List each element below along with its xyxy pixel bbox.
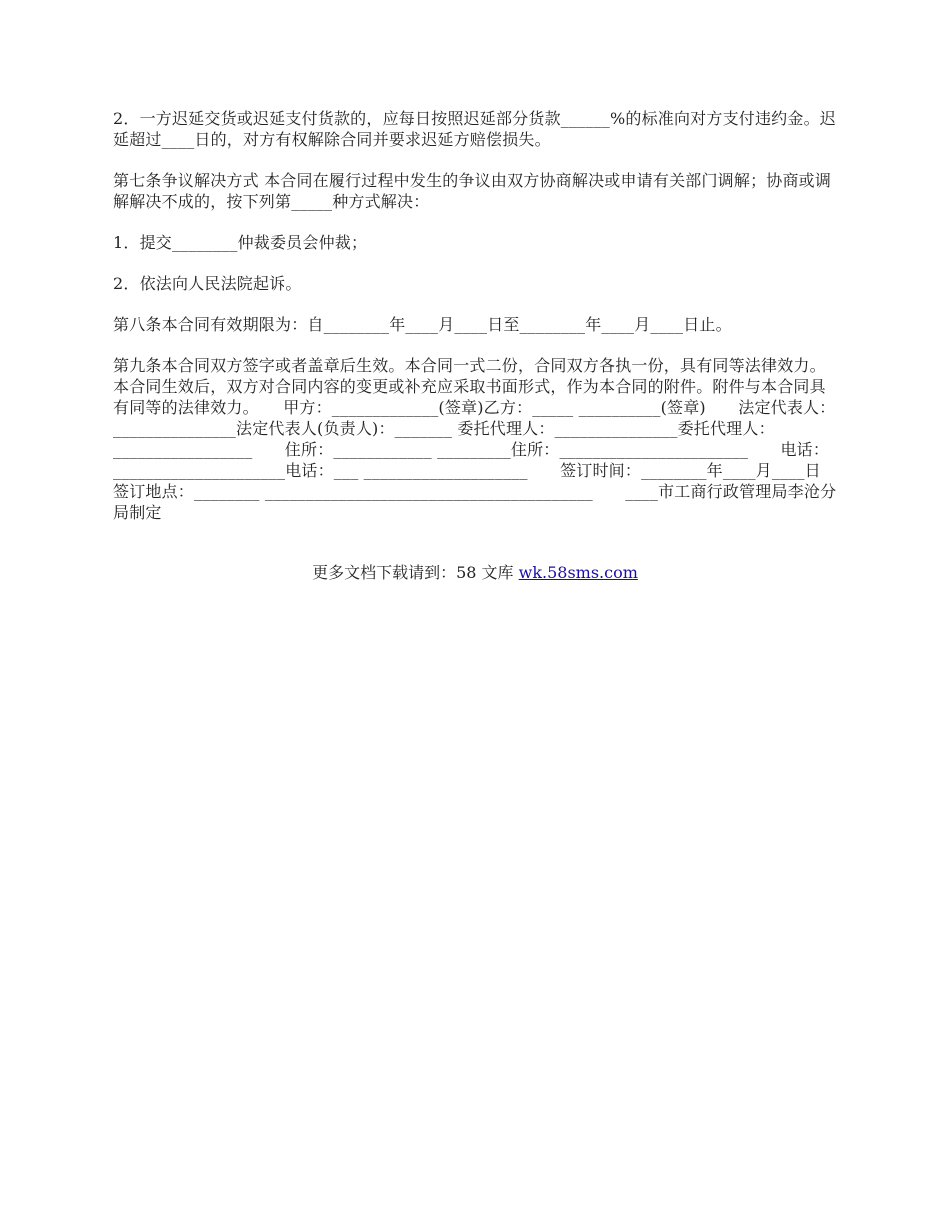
clause-dispute-resolution: 第七条争议解决方式 本合同在履行过程中发生的争议由双方协商解决或申请有关部门调解；协商或调解解决不成的，按下列第_____种方式解决：	[113, 171, 832, 211]
clause-signature-block: 第九条本合同双方签字或者盖章后生效。本合同一式二份，合同双方各执一份，具有同等法律效力。本合同生效后，双方对合同内容的变更或补充应采取书面形式，作为本合同的附件。附件与本合同具有同等的法律效力。 甲方：_____________(签章)乙方：_____ __________(签章) 法定代表人：_______________法定代表人(负责人)：_______ 委托代理人：_______________委托代理人：_________________ 住所：____________ _________住所：_______________________ 电话：_____________________电话：___ ____________________ 签订时间：________年____月____日 签订地点：________ ________________________________________ ____市工商行政管理局李沧分局制定	[113, 356, 854, 522]
download-footer	[0, 562, 950, 583]
footer-link[interactable]: wk.58sms.com	[518, 563, 638, 582]
clause-late-delivery-penalty: 2．一方迟延交货或迟延支付货款的，应每日按照迟延部分货款______%的标准向对方支付违约金。迟延超过____日的，对方有权解除合同并要求迟延方赔偿损失。	[113, 109, 836, 149]
clause-validity-period: 第八条本合同有效期限为：自________年____月____日至________年____月____日止。	[113, 315, 732, 334]
option-arbitration: 1．提交________仲裁委员会仲裁；	[113, 233, 368, 252]
document-body	[113, 108, 854, 523]
footer-prefix: 更多文档下载请到：58 文库	[312, 563, 519, 582]
option-court: 2．依法向人民法院起诉。	[113, 274, 302, 293]
